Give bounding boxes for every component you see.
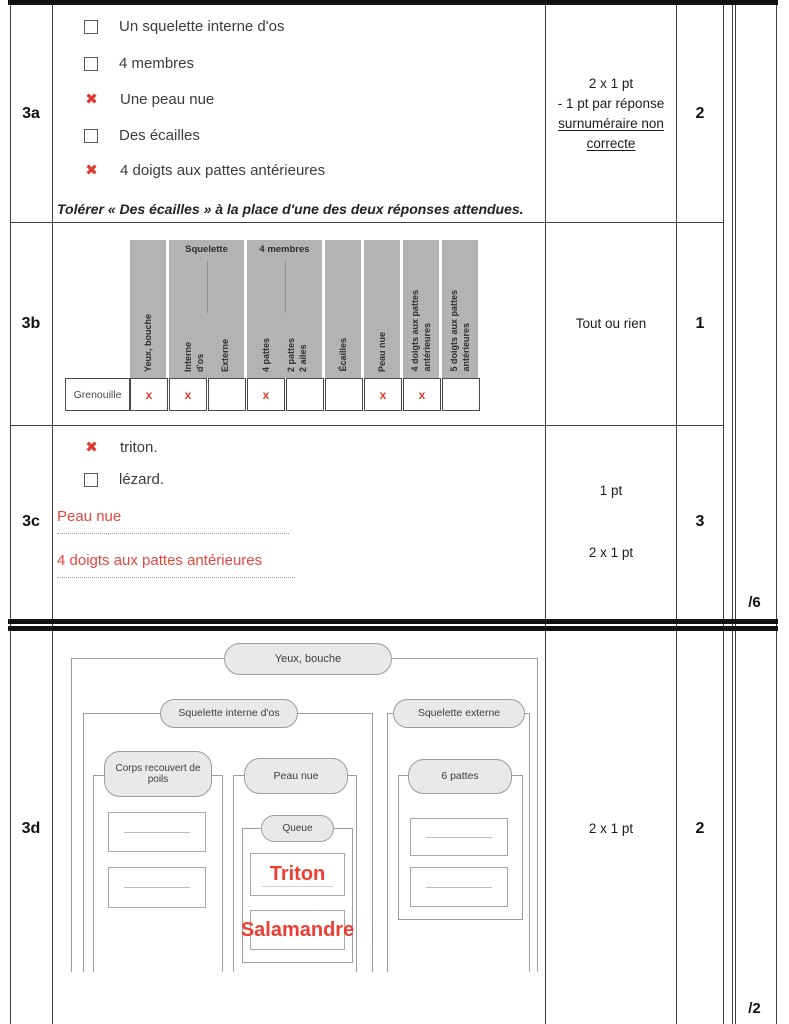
answer-option	[84, 56, 194, 71]
written-answer-line: 4 doigts aux pattes antérieures	[57, 552, 295, 578]
diagram-node-queue: Queue	[261, 815, 334, 842]
column-header-label: Yeux, bouche	[142, 313, 153, 372]
question-label-3a: 3a	[22, 104, 40, 122]
score-value-3b: 1	[695, 314, 705, 332]
red-cross-check-icon: ✖	[85, 162, 98, 179]
criteria-column-header	[364, 240, 400, 378]
diagram-node-corps-poils: Corps recouvert de poils	[104, 751, 212, 797]
section-divider-bottom-bar	[8, 626, 778, 631]
answer-option	[84, 163, 325, 178]
points-line: correcte	[586, 135, 636, 151]
points-rule-3b	[546, 222, 676, 425]
column-header-label: Écailles	[337, 338, 348, 372]
score-value-3d: 2	[695, 820, 705, 837]
species-row-label: Grenouille	[65, 378, 130, 411]
score-value-3a: 2	[695, 104, 705, 122]
subtotal-over-2: /2	[748, 1000, 761, 1017]
criteria-mark-cell	[286, 378, 324, 411]
answer-blank-line	[426, 837, 492, 838]
answer-box-salamandre	[240, 910, 355, 950]
criteria-mark-cell: x	[403, 378, 441, 411]
answer-box-triton	[250, 853, 345, 896]
criteria-mark-cell	[208, 378, 246, 411]
option-label: Des écailles	[119, 127, 200, 144]
criteria-column-header	[325, 240, 361, 378]
option-label: 4 doigts aux pattes antérieures	[120, 162, 326, 179]
points-rule-3c	[546, 425, 676, 619]
points-line: 2 x 1 pt	[588, 821, 634, 836]
criteria-mark-cell	[325, 378, 363, 411]
column-header-label: 4 doigts aux pattes antérieures	[409, 290, 432, 372]
diagram-node-squelette-externe: Squelette externe	[393, 699, 525, 728]
tolerance-note: Tolérer « Des écailles » à la place d'une des deux réponses attendues.	[57, 201, 524, 217]
answer-option	[84, 19, 284, 34]
option-label: lézard.	[119, 471, 165, 488]
answer-blank-line	[124, 887, 190, 888]
answer-blank-line	[124, 832, 190, 833]
empty-answer-box	[410, 867, 508, 907]
checkbox-unchecked-icon	[84, 129, 98, 143]
column-header-label: 2 pattes 2 ailes	[285, 337, 308, 372]
question-label-3c: 3c	[22, 513, 40, 530]
diagram-node-peau-nue: Peau nue	[244, 758, 348, 794]
diagram-node-six-pattes: 6 pattes	[408, 759, 512, 794]
points-rule-3d	[546, 634, 676, 1024]
subtotal-over-6: /6	[748, 594, 761, 611]
column-header-label: Interne d'os	[182, 341, 205, 372]
section-divider-top-bar	[8, 619, 778, 624]
answer-option	[84, 440, 158, 455]
criteria-column-header	[442, 240, 478, 378]
criteria-column-header	[403, 240, 439, 378]
points-line: 1 pt	[599, 483, 623, 498]
criteria-mark-cell: x	[169, 378, 207, 411]
checkbox-unchecked-icon	[84, 20, 98, 34]
group-divider-line	[285, 261, 286, 313]
empty-answer-box	[410, 818, 508, 856]
question-label-3b: 3b	[21, 314, 41, 332]
criteria-mark-cell: x	[130, 378, 168, 411]
criteria-mark-cell	[442, 378, 480, 411]
answer-blank-line	[426, 887, 492, 888]
grid-line-total-col-outer	[732, 5, 733, 1024]
empty-answer-box	[108, 812, 206, 852]
criteria-table	[65, 240, 495, 415]
group-header-label: Squelette	[185, 244, 228, 255]
group-header-label: 4 membres	[259, 244, 310, 255]
answer-option	[84, 472, 164, 487]
checkbox-unchecked-icon	[84, 57, 98, 71]
answer-option	[84, 92, 214, 107]
red-cross-check-icon: ✖	[85, 439, 98, 456]
score-value-3c: 3	[695, 513, 705, 530]
option-label: Un squelette interne d'os	[119, 18, 285, 35]
option-label: triton.	[120, 439, 158, 456]
points-rule-3a	[546, 5, 676, 222]
red-cross-check-icon: ✖	[85, 91, 98, 108]
criteria-mark-cell: x	[247, 378, 285, 411]
points-line: 2 x 1 pt	[588, 545, 634, 560]
checkbox-unchecked-icon	[84, 473, 98, 487]
points-line: Tout ou rien	[575, 315, 647, 331]
column-header-label: Externe	[220, 338, 230, 372]
grid-line-total-col-inner	[735, 5, 736, 1024]
classification-diagram	[52, 634, 545, 1024]
diagram-node-yeux-bouche: Yeux, bouche	[224, 643, 392, 675]
column-header-label: 4 pattes	[260, 337, 271, 372]
written-answer-salamandre: Salamandre	[240, 918, 355, 941]
points-line: 2 x 1 pt	[588, 75, 634, 91]
column-header-label: Peau nue	[376, 331, 387, 372]
points-line: surnuméraire non	[558, 115, 664, 131]
answer-option	[84, 128, 200, 143]
criteria-group-membres	[247, 240, 322, 378]
question-label-3d: 3d	[21, 820, 41, 837]
written-answer-triton: Triton	[262, 863, 334, 887]
option-label: 4 membres	[119, 55, 195, 72]
diagram-node-squelette-interne: Squelette interne d'os	[160, 699, 298, 728]
option-label: Une peau nue	[120, 91, 215, 108]
criteria-mark-cell: x	[364, 378, 402, 411]
points-line: - 1 pt par réponse	[557, 95, 665, 111]
criteria-group-squelette	[169, 240, 244, 378]
grid-line-right	[776, 5, 777, 1024]
empty-answer-box	[108, 867, 206, 908]
group-divider-line	[207, 261, 208, 313]
criteria-column-header	[130, 240, 166, 378]
column-header-label: 5 doigts aux pattes antérieures	[448, 290, 471, 372]
written-answer-line: Peau nue	[57, 508, 289, 534]
grid-line-score-col	[723, 5, 724, 1024]
